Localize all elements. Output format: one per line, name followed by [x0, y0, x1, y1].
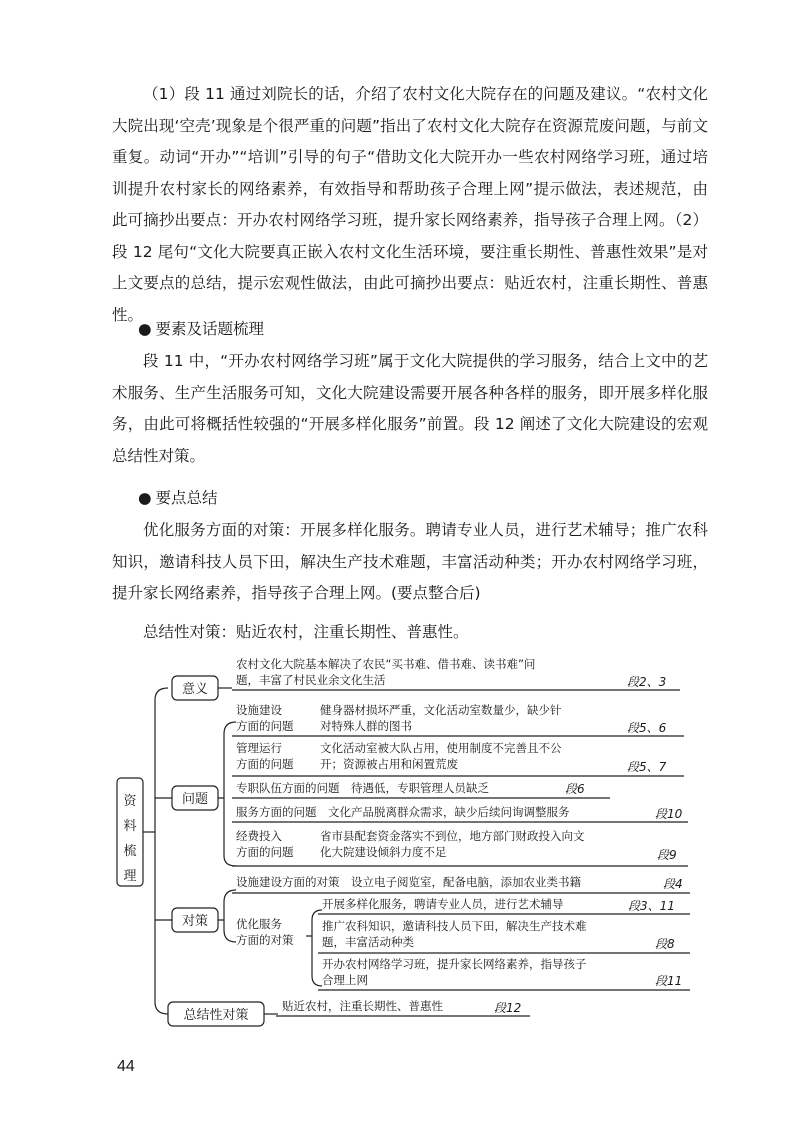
duice-service-2-text-2: 题，丰富活动种类 [322, 935, 414, 949]
wenti-service-ref: 段10 [655, 807, 683, 821]
duice-service-1-ref: 段3、11 [628, 899, 675, 913]
wenti-funding-cat-2: 方面的问题 [236, 845, 294, 859]
wenti-facility-ref: 段5、6 [627, 721, 667, 735]
yiyi-ref: 段2、3 [627, 675, 667, 689]
wenti-facility-text-1: 健身器材损坏严重，文化活动室数量少，缺少针 [320, 703, 562, 717]
page-number: 44 [117, 1058, 135, 1075]
root-char-1: 资 [123, 794, 137, 809]
bullet-dot: ● [138, 320, 152, 338]
yiyi-label: 意义 [181, 682, 209, 697]
summary-label: 总结性对策 [183, 1008, 249, 1023]
wenti-management-text-1: 文化活动室被大队占用，使用制度不完善且不公 [320, 741, 562, 755]
heading-elements-topics-label: 要素及话题梳理 [155, 320, 265, 338]
duice-bracket [218, 890, 236, 942]
wenti-facility-text-2: 对特殊人群的图书 [320, 719, 412, 733]
root-bracket [155, 688, 168, 1014]
duice-facility-text: 设施建设方面的对策 设立电子阅览室，配备电脑，添加农业类书籍 [236, 875, 581, 889]
root-char-4: 理 [123, 869, 137, 884]
yiyi-text-line-1: 农村文化大院基本解决了农民“买书难、借书难、读书难”问 [236, 657, 536, 671]
wenti-funding-ref: 段9 [657, 848, 677, 862]
duice-service-bracket [306, 910, 322, 986]
summary-paragraph: 总结性对策：贴近农村，注重长期性、普惠性。 [143, 623, 469, 641]
root-char-3: 梳 [123, 844, 137, 859]
duice-service-3-text-1: 开办农村网络学习班，提升家长网络素养，指导孩子 [322, 957, 587, 971]
wenti-staff-text: 专职队伍方面的问题 待遇低，专职管理人员缺乏 [236, 781, 489, 795]
heading-key-points-label: 要点总结 [155, 489, 218, 507]
duice-service-3-text-2: 合理上网 [322, 973, 368, 987]
wenti-funding-cat-1: 经费投入 [236, 829, 282, 843]
duice-service-1-text: 开展多样化服务，聘请专业人员，进行艺术辅导 [322, 897, 564, 911]
duice-service-2-text-1: 推广农科知识，邀请科技人员下田，解决生产技术难 [322, 919, 587, 933]
analysis-paragraph-2: 段 11 中，“开办农村网络学习班”属于文化大院提供的学习服务，结合上文中的艺术服务、生产生活服务可知，文化大院建设需要开展各种各样的服务，即开展多样化服务，由此可将概括性较强的“开展多样化服务”前置。段 12 阐述了文化大院建设的宏观总结性对策。 [112, 352, 708, 465]
wenti-management-cat-2: 方面的问题 [236, 757, 294, 771]
bullet-dot: ● [138, 489, 152, 507]
duice-service-cat-1: 优化服务 [236, 917, 282, 931]
wenti-service-text: 服务方面的问题 文化产品脱离群众需求，缺少后续问询调整服务 [236, 805, 570, 819]
yiyi-text-line-2: 题，丰富了村民业余文化生活 [236, 673, 386, 687]
root-char-2: 料 [123, 819, 137, 834]
wenti-staff-ref: 段6 [565, 782, 585, 796]
wenti-funding-text-1: 省市县配套资金落实不到位，地方部门财政投入向文 [320, 829, 585, 843]
wenti-facility-cat-2: 方面的问题 [236, 719, 294, 733]
key-points-paragraph: 优化服务方面的对策：开展多样化服务。聘请专业人员，进行艺术辅导；推广农科知识，邀请科技人员下田，解决生产技术难题，丰富活动种类；开办农村网络学习班，提升家长网络素养，指导孩子合理上网。(要点整合后) [112, 521, 708, 602]
analysis-paragraph-1: （1）段 11 通过刘院长的话，介绍了农村文化大院存在的问题及建议。“农村文化大院出现‘空壳’现象是个很严重的问题”指出了农村文化大院存在资源荒废问题，与前文重复。动词“开办”“培训”引导的句子“借助文化大院开办一些农村网络学习班，通过培训提升农村家长的网络素养，有效指导和帮助孩子合理上网”提示做法，表述规范，由此可摘抄出要点：开办农村网络学习班，提升家长网络素养，指导孩子合理上网。（2）段 12 尾句“文化大院要真正嵌入农村文化生活环境，要注重长期性、普惠性效果”是对上文要点的总结，提示宏观性做法，由此可摘抄出要点：贴近农村，注重长期性、普惠性。 [112, 85, 708, 324]
wenti-funding-text-2: 化大院建设倾斜力度不足 [320, 845, 447, 859]
wenti-management-cat-1: 管理运行 [236, 741, 282, 755]
wenti-management-ref: 段5、7 [627, 760, 667, 774]
wenti-bracket [218, 722, 236, 866]
duice-service-cat-2: 方面的对策 [236, 933, 294, 947]
wenti-label: 问题 [181, 792, 209, 807]
duice-label: 对策 [181, 914, 209, 929]
summary-text: 贴近农村，注重长期性、普惠性 [282, 999, 443, 1013]
wenti-management-text-2: 开；资源被占用和闲置荒废 [320, 757, 458, 771]
summary-ref: 段12 [494, 1001, 522, 1015]
wenti-facility-cat-1: 设施建设 [236, 703, 282, 717]
duice-service-3-ref: 段11 [655, 974, 683, 988]
duice-facility-ref: 段4 [663, 877, 683, 891]
duice-service-2-ref: 段8 [655, 937, 675, 951]
